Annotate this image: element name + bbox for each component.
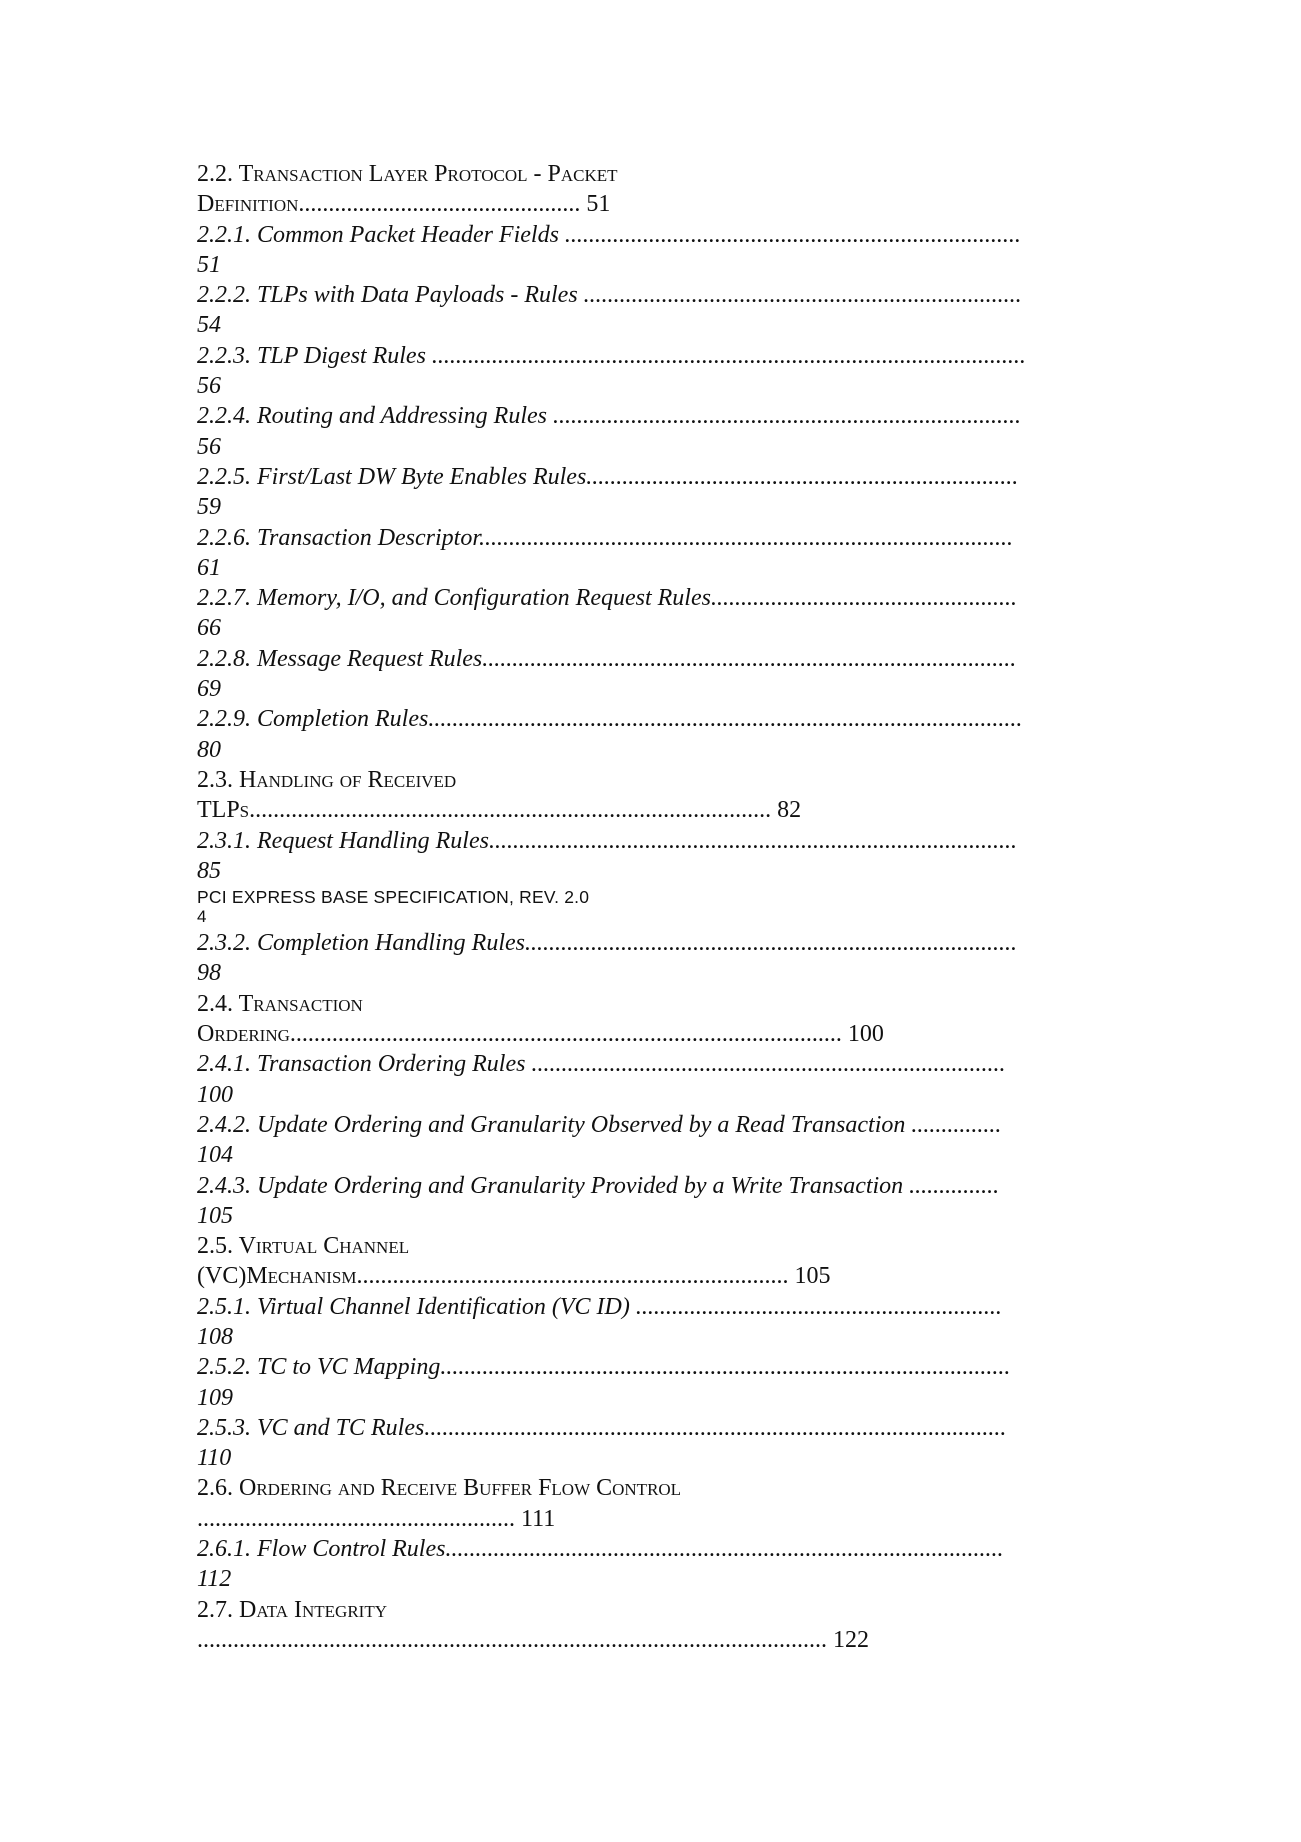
toc-section-line: 2.6. Ordering and Receive Buffer Flow Control (197, 1475, 682, 1502)
running-header: PCI EXPRESS BASE SPECIFICATION, REV. 2.0 (197, 887, 590, 908)
toc-subsection-line: 2.4.2. Update Ordering and Granularity Observed by a Read Transaction ............... (197, 1111, 1002, 1138)
toc-section-line: Ordering............................................................................................ 100 (197, 1021, 884, 1048)
toc-subsection-line: 105 (197, 1202, 233, 1229)
toc-subsection-line: 2.2.3. TLP Digest Rules ................................................................................................... (197, 342, 1026, 369)
toc-subsection-line: 2.2.8. Message Request Rules......................................................................................... (197, 645, 1017, 672)
toc-subsection-line: 66 (197, 615, 221, 642)
toc-subsection-line: 80 (197, 736, 221, 763)
toc-subsection-line: 2.3.1. Request Handling Rules........................................................................................ (197, 827, 1017, 854)
toc-section-line: 2.4. Transaction (197, 990, 363, 1017)
toc-subsection-line: 2.2.5. First/Last DW Byte Enables Rules........................................................................ (197, 463, 1019, 490)
toc-subsection-line: 112 (197, 1566, 232, 1593)
toc-subsection-line: 51 (197, 251, 221, 278)
toc-subsection-line: 2.6.1. Flow Control Rules............................................................................................. (197, 1536, 1004, 1563)
toc-section-line: 2.3. Handling of Received (197, 766, 457, 793)
toc-subsection-line: 98 (197, 960, 221, 987)
toc-subsection-line: 100 (197, 1081, 233, 1108)
toc-subsection-line: 56 (197, 373, 221, 400)
toc-subsection-line: 2.3.2. Completion Handling Rules.................................................................................. (197, 930, 1017, 957)
toc-subsection-line: 2.2.2. TLPs with Data Payloads - Rules ......................................................................... (197, 282, 1022, 309)
toc-subsection-line: 2.2.7. Memory, I/O, and Configuration Request Rules................................................... (197, 585, 1017, 612)
toc-subsection-line: 59 (197, 494, 221, 521)
toc-section-line: ......................................................................................................... 122 (197, 1626, 869, 1653)
toc-subsection-line: 108 (197, 1323, 233, 1350)
toc-subsection-line: 2.5.3. VC and TC Rules................................................................................................. (197, 1414, 1007, 1441)
toc-subsection-line: 2.2.9. Completion Rules................................................................................................... (197, 706, 1023, 733)
toc-subsection-line: 2.5.2. TC to VC Mapping............................................................................................... (197, 1354, 1011, 1381)
toc-subsection-line: 69 (197, 676, 221, 703)
toc-section-line: ..................................................... 111 (197, 1505, 556, 1532)
toc-section-line: TLPs....................................................................................... 82 (197, 797, 802, 824)
toc-subsection-line: 2.5.1. Virtual Channel Identification (VC ID) ............................................................. (197, 1293, 1002, 1320)
toc-section-line: 2.2. Transaction Layer Protocol - Packet (197, 161, 618, 187)
toc-subsection-line: 2.4.1. Transaction Ordering Rules ............................................................................... (197, 1051, 1006, 1078)
toc-subsection-line: 2.2.4. Routing and Addressing Rules .............................................................................. (197, 403, 1021, 430)
toc-subsection-line: 2.2.1. Common Packet Header Fields ............................................................................ (197, 221, 1021, 248)
toc-subsection-line: 2.2.6. Transaction Descriptor......................................................................................... (197, 524, 1014, 551)
toc-subsection-line: 56 (197, 433, 221, 460)
toc-section-line: 2.5. Virtual Channel (197, 1233, 410, 1260)
toc-section-line: (VC)Mechanism........................................................................ 105 (197, 1263, 831, 1290)
toc-subsection-line: 110 (197, 1445, 232, 1472)
toc-subsection-line: 104 (197, 1142, 233, 1169)
toc-subsection-line: 85 (197, 857, 221, 884)
toc-subsection-line: 2.4.3. Update Ordering and Granularity Provided by a Write Transaction ............... (197, 1172, 1000, 1199)
toc-subsection-line: 61 (197, 554, 221, 581)
toc-section-line: Definition............................................... 51 (197, 191, 611, 218)
toc-subsection-line: 109 (197, 1384, 233, 1411)
table-of-contents (197, 159, 1107, 1655)
toc-subsection-line: 54 (197, 312, 221, 339)
toc-section-line: 2.7. Data Integrity (197, 1596, 387, 1623)
page-number: 4 (197, 908, 207, 927)
